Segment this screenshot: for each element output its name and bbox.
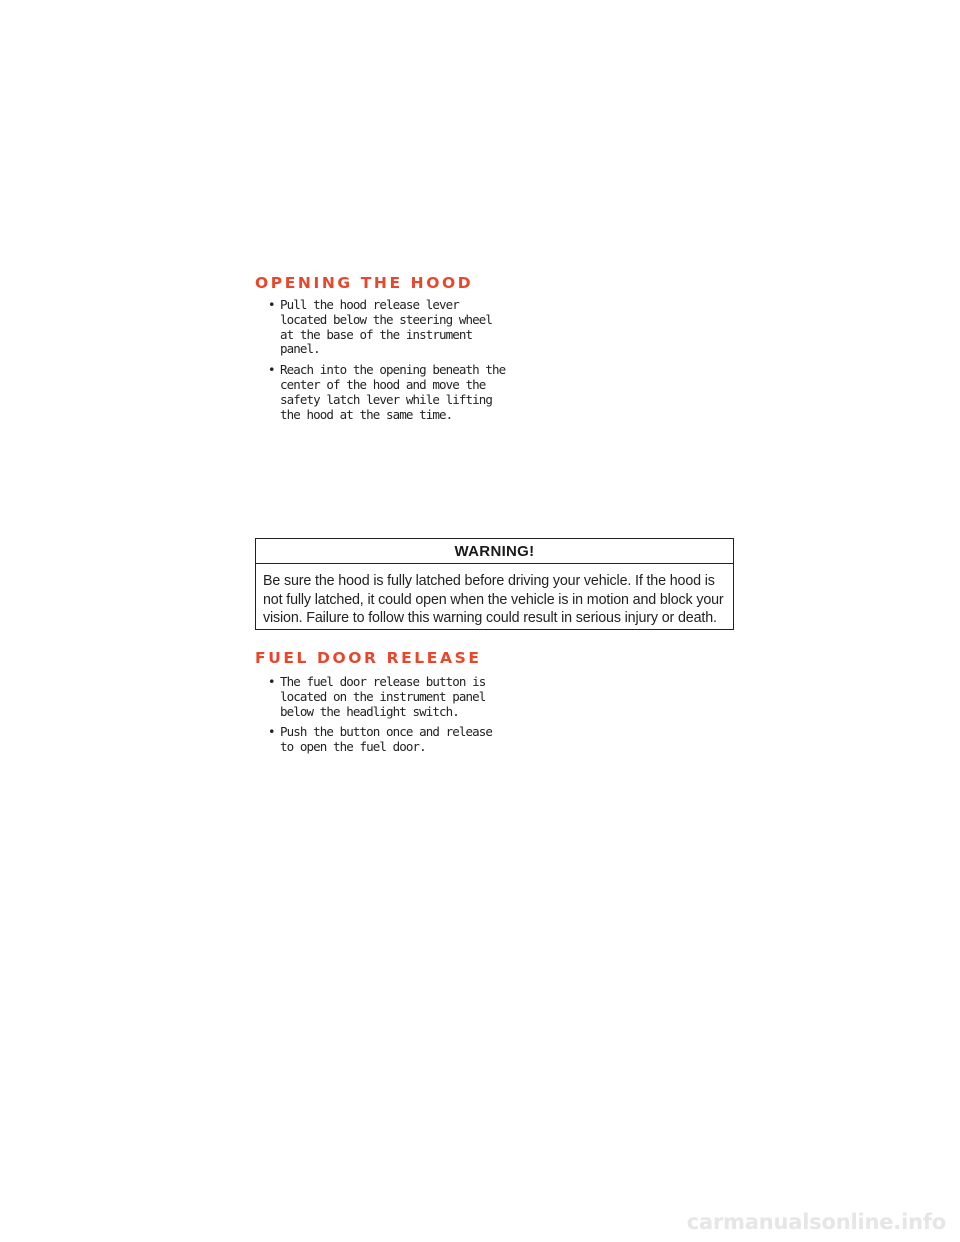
bullet-icon: •: [268, 724, 275, 740]
list-item-text: Push the button once and release to open the fuel door.: [280, 724, 493, 755]
list-item: [268, 298, 508, 357]
opening-the-hood-heading: OPENING THE HOOD: [255, 274, 474, 292]
bullet-icon: •: [268, 297, 275, 312]
fuel-door-release-heading: FUEL DOOR RELEASE: [255, 649, 482, 667]
opening-the-hood-list: [268, 298, 508, 428]
warning-title: WARNING!: [256, 539, 733, 564]
list-item: [268, 725, 508, 755]
warning-box: [255, 538, 734, 630]
fuel-door-release-list: [268, 675, 508, 761]
bullet-icon: •: [268, 362, 275, 378]
list-item-text: The fuel door release button is located on the instrument panel below the headlight switch.: [280, 674, 486, 719]
list-item-text: Reach into the opening beneath the center of the hood and move the safety latch lever while lifting the hood at the same time.: [280, 362, 506, 422]
bullet-icon: •: [268, 674, 275, 689]
warning-body: Be sure the hood is fully latched before driving your vehicle. If the hood is not fully latched, it could open when the vehicle is in motion and block your vision. Failure to follow this warning could result in serious injury or death.: [263, 573, 724, 626]
list-item: [268, 363, 508, 422]
watermark: carmanualsonline.info: [686, 1210, 946, 1234]
list-item: [268, 675, 508, 719]
list-item-text: Pull the hood release lever located below the steering wheel at the base of the instrument panel.: [280, 297, 493, 357]
